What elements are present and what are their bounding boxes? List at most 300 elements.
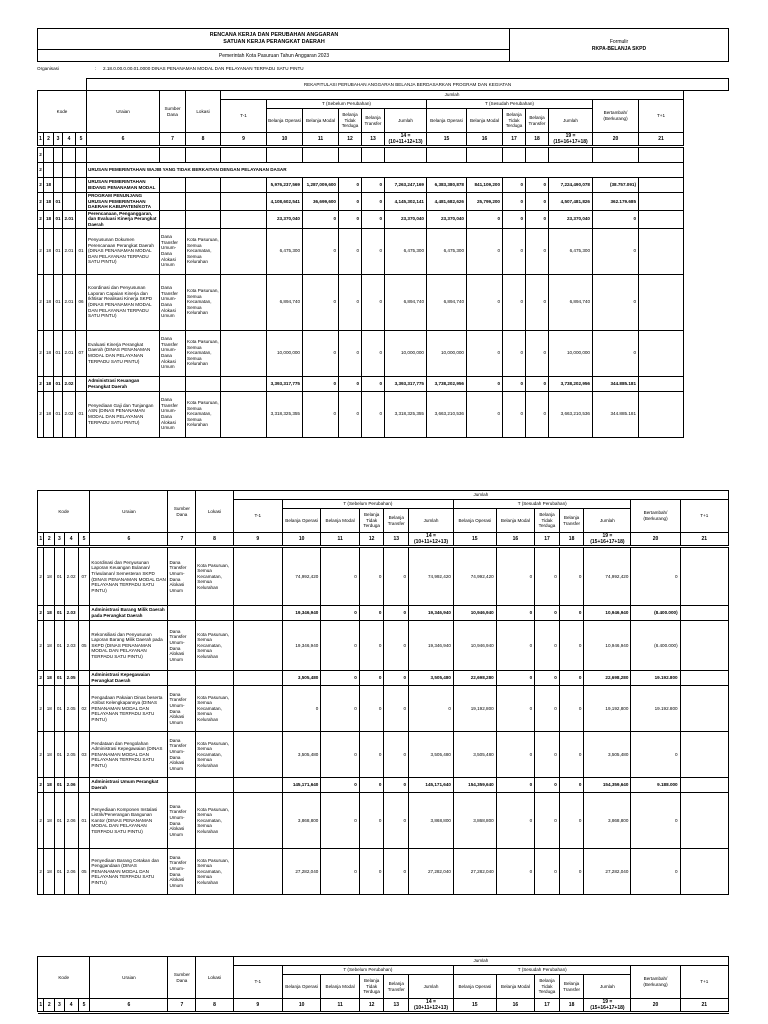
amount-cell: 0	[359, 778, 384, 793]
amount-cell: 23,370,040	[549, 210, 593, 228]
column-number: 5	[78, 533, 90, 546]
amount-cell: 0	[503, 330, 526, 376]
amount-cell: 19,346,940	[409, 606, 454, 621]
column-number: 21	[680, 999, 728, 1012]
table-row	[38, 621, 729, 671]
amount-cell: 0	[467, 376, 503, 391]
amount-cell: 0	[362, 178, 385, 193]
amount-cell: 19,346,940	[409, 621, 454, 671]
jumlah-header: Jumlah	[549, 109, 593, 133]
jumlah-header: Jumlah	[584, 975, 631, 999]
amount-cell: 0	[559, 686, 584, 732]
amount-cell: 0	[384, 548, 409, 606]
column-number: 10	[267, 133, 303, 146]
column-number: 7	[168, 533, 196, 546]
belanja-tidak-terduga-header: Belanja Tidak Terduga	[359, 975, 384, 999]
kode-cell: 2	[38, 671, 44, 686]
column-number: 4	[64, 999, 78, 1012]
amount-cell	[680, 778, 728, 793]
sumber-dana-cell	[160, 148, 186, 163]
column-number: 20	[593, 133, 639, 146]
kode-cell	[54, 178, 63, 193]
table-row	[38, 274, 729, 330]
column-number: 17	[535, 533, 560, 546]
kode-cell: 2	[38, 793, 44, 849]
sumber-dana-header: Sumber Dana	[168, 491, 196, 533]
lokasi-cell	[186, 210, 221, 228]
kode-cell: 18	[44, 228, 54, 274]
amount-cell: 23,370,040	[427, 210, 467, 228]
kode-cell: 18	[44, 210, 54, 228]
amount-cell: 0	[496, 548, 534, 606]
column-number: 4	[63, 133, 76, 146]
amount-cell	[639, 376, 684, 391]
amount-cell: 0	[535, 686, 560, 732]
sumber-dana-cell: Dana Transfer Umum-Dana Alokasi Umum	[160, 228, 186, 274]
column-number: 10	[282, 999, 320, 1012]
kode-cell: 01	[55, 621, 65, 671]
amount-cell	[221, 148, 267, 163]
kode-cell: 2.02	[64, 548, 78, 606]
t-plus-1-header: T+1	[680, 966, 728, 999]
column-number: 21	[639, 133, 684, 146]
amount-cell: 0	[339, 193, 362, 211]
amount-cell: 0	[593, 228, 639, 274]
t-sesudah-header: T (Sesudah Perubahan)	[427, 100, 593, 109]
amount-cell: 0	[362, 391, 385, 437]
table-row	[38, 178, 729, 193]
amount-cell: 0	[467, 210, 503, 228]
amount-cell: 3,868,800	[409, 793, 454, 849]
kode-cell: 18	[44, 548, 55, 606]
amount-cell: 0	[339, 391, 362, 437]
amount-cell: 0	[467, 274, 503, 330]
uraian-cell: URUSAN PEMERINTAHAN WAJIB YANG TIDAK BERKAITAN DENGAN PELAYANAN DASAR	[87, 163, 684, 178]
amount-cell	[503, 148, 526, 163]
amount-cell: 0	[321, 606, 359, 621]
column-number: 13	[384, 999, 409, 1012]
amount-cell: 0	[559, 778, 584, 793]
column-number: 20	[631, 999, 680, 1012]
kode-cell: 2.06	[64, 793, 78, 849]
column-number: 4	[64, 533, 78, 546]
amount-cell	[233, 686, 282, 732]
column-number: 13	[362, 133, 385, 146]
jumlah-header: Jumlah	[409, 975, 454, 999]
amount-cell: 0	[362, 330, 385, 376]
amount-cell: 4,145,302,141	[385, 193, 427, 211]
amount-cell: 23,370,040	[267, 210, 303, 228]
budget-table-page-3	[37, 956, 729, 1014]
amount-cell: 27,282,040	[282, 849, 320, 895]
amount-cell: 3,505,480	[282, 671, 320, 686]
amount-cell: 4,108,602,541	[267, 193, 303, 211]
amount-cell: 0	[559, 621, 584, 671]
amount-cell: 0	[303, 391, 339, 437]
sumber-dana-cell	[168, 671, 196, 686]
amount-cell: 154,359,640	[453, 778, 496, 793]
kode-cell: 2	[38, 778, 44, 793]
table-row	[38, 210, 729, 228]
amount-cell: 0	[559, 849, 584, 895]
sumber-dana-cell: Dana Transfer Umum-Dana Alokasi Umum	[168, 793, 196, 849]
kode-cell: 2	[38, 330, 44, 376]
lokasi-cell: Kota Pasuruan, Semua Kecamatan, Semua Kelurahan	[196, 732, 233, 778]
amount-cell: 0	[303, 376, 339, 391]
amount-cell: 3,393,317,775	[385, 376, 427, 391]
lokasi-cell	[196, 671, 233, 686]
column-number: 1	[38, 133, 44, 146]
amount-cell: 145,171,640	[282, 778, 320, 793]
kode-cell: 2.05	[64, 671, 78, 686]
amount-cell	[680, 621, 728, 671]
sumber-dana-cell: Dana Transfer Umum-Dana Alokasi Umum	[160, 330, 186, 376]
amount-cell	[639, 148, 684, 163]
belanja-modal-header: Belanja Modal	[496, 975, 534, 999]
column-number: 3	[55, 533, 65, 546]
kode-cell: 07	[76, 330, 87, 376]
kode-cell	[76, 163, 87, 178]
t-minus-1-header: T-1	[233, 966, 282, 999]
column-number: 6	[90, 533, 168, 546]
amount-cell: 0	[384, 671, 409, 686]
kode-cell: 03	[78, 732, 90, 778]
kode-cell: 2	[38, 548, 44, 606]
column-number: 12	[359, 999, 384, 1012]
kode-cell: 01	[54, 274, 63, 330]
amount-cell: 0	[503, 193, 526, 211]
kode-header: Kode	[38, 491, 90, 533]
uraian-cell: Rekonsiliasi dan Penyusunan Laporan Barang Milik Daerah pada SKPD (DINAS PENANAMAN MODAL DAN PELAYANAN TERPADU SATU PINTU)	[90, 621, 168, 671]
kode-cell: 2.03	[64, 621, 78, 671]
kode-cell: 01	[55, 548, 65, 606]
uraian-cell: Penyusunan Dokumen Perencanaan Perangkat Daerah (DINAS PENANAMAN MODAL DAN PELAYANAN TERPADU SATU PINTU)	[87, 228, 160, 274]
column-number: 17	[503, 133, 526, 146]
kode-cell: 01	[54, 193, 63, 211]
amount-cell	[639, 391, 684, 437]
amount-cell: 0	[359, 548, 384, 606]
lokasi-cell	[186, 376, 221, 391]
amount-cell: 0	[593, 210, 639, 228]
column-number: 16	[496, 999, 534, 1012]
document-subtitle: Pemerintah Kota Pasuruan Tahun Anggaran 2023	[38, 49, 510, 62]
amount-cell	[233, 671, 282, 686]
amount-cell	[385, 148, 427, 163]
amount-cell: 0	[384, 621, 409, 671]
sumber-dana-cell	[160, 193, 186, 211]
column-number: 2	[44, 533, 55, 546]
uraian-cell: Koordinasi dan Penyusunan Laporan Keuangan Bulanan/ Triwulanan/ Semesteran SKPD (DINAS PENANAMAN MODAL DAN PELAYANAN TERPADU SATU PINTU)	[90, 548, 168, 606]
kode-cell: 01	[55, 732, 65, 778]
amount-cell: 3,505,480	[584, 732, 631, 778]
amount-cell	[639, 274, 684, 330]
column-number: 20	[631, 533, 680, 546]
amount-cell: 0	[535, 671, 560, 686]
amount-cell: 0	[321, 793, 359, 849]
amount-cell: 10,000,000	[427, 330, 467, 376]
amount-cell: 6,475,300	[267, 228, 303, 274]
amount-cell	[221, 210, 267, 228]
amount-cell: 0	[359, 849, 384, 895]
form-code: RKPA-BELANJA SKPD	[591, 45, 647, 52]
amount-cell: 0	[631, 793, 680, 849]
amount-cell	[233, 849, 282, 895]
amount-cell: 27,282,040	[584, 849, 631, 895]
amount-cell: 4,507,481,826	[549, 193, 593, 211]
amount-cell: 0	[384, 732, 409, 778]
amount-cell: 10,000,000	[549, 330, 593, 376]
column-number: 16	[496, 533, 534, 546]
column-number: 11	[321, 533, 359, 546]
amount-cell: 6,475,300	[549, 228, 593, 274]
belanja-tidak-terduga-header: Belanja Tidak Terduga	[503, 109, 526, 133]
belanja-transfer-header: Belanja Transfer	[384, 975, 409, 999]
table-row	[38, 778, 729, 793]
uraian-cell: Penyediaan Gaji dan Tunjangan ASN (DINAS PENANAMAN MODAL DAN PELAYANAN TERPADU SATU PINTU)	[87, 391, 160, 437]
budget-table-page-1	[37, 78, 729, 438]
column-number: 15	[427, 133, 467, 146]
amount-cell: 0	[384, 778, 409, 793]
amount-cell: 36,699,600	[303, 193, 339, 211]
amount-cell: 19,192,800	[584, 686, 631, 732]
amount-cell: 3,318,325,355	[267, 391, 303, 437]
amount-cell: 3,868,800	[282, 793, 320, 849]
kode-cell	[78, 606, 90, 621]
column-number: 14 = (10+11+12+13)	[409, 533, 454, 546]
column-number: 5	[78, 999, 90, 1012]
t-minus-1-header: T-1	[221, 100, 267, 133]
kode-cell: 01	[55, 793, 65, 849]
amount-cell: 7,224,490,078	[549, 178, 593, 193]
kode-cell: 2	[38, 606, 44, 621]
amount-cell: 0	[526, 274, 549, 330]
amount-cell: 4,481,682,626	[427, 193, 467, 211]
uraian-cell: URUSAN PEMERINTAHAN BIDANG PENANAMAN MODAL	[87, 178, 160, 193]
column-number: 10	[282, 533, 320, 546]
kode-cell: 2	[38, 210, 44, 228]
uraian-cell: Pengadaan Pakaian Dinas beserta Atribut Kelengkapannya (DINAS PENANAMAN MODAL DAN PELAYANAN TERPADU SATU PINTU)	[90, 686, 168, 732]
sumber-dana-cell: Dana Transfer Umum-Dana Alokasi Umum	[168, 621, 196, 671]
kode-cell: 18	[44, 330, 54, 376]
amount-cell: 0	[496, 686, 534, 732]
jumlah-header: Jumlah	[409, 509, 454, 533]
kode-cell: 2	[38, 732, 44, 778]
kode-cell: 2.01	[63, 274, 76, 330]
amount-cell: 0	[526, 330, 549, 376]
amount-cell: 0	[496, 671, 534, 686]
column-number: 3	[55, 999, 65, 1012]
kode-cell: 2	[38, 621, 44, 671]
table-row	[38, 548, 729, 606]
kode-cell: 2.01	[63, 330, 76, 376]
kode-cell: 2	[38, 391, 44, 437]
amount-cell: 0	[359, 671, 384, 686]
kode-cell: 01	[54, 391, 63, 437]
amount-cell: 344.885.181	[593, 391, 639, 437]
column-number: 13	[384, 533, 409, 546]
org-value: 2.18.0.00.0.00.01.0000 DINAS PENANAMAN MODAL DAN PELAYANAN TERPADU SATU PINTU	[103, 66, 304, 71]
lokasi-cell	[186, 178, 221, 193]
amount-cell	[233, 732, 282, 778]
amount-cell	[639, 210, 684, 228]
amount-cell	[467, 148, 503, 163]
amount-cell: 3,868,800	[584, 793, 631, 849]
amount-cell: 6,894,740	[549, 274, 593, 330]
amount-cell: 0	[503, 376, 526, 391]
document-title-box	[38, 29, 510, 61]
amount-cell	[639, 178, 684, 193]
amount-cell: 0	[503, 274, 526, 330]
amount-cell: 10,000,000	[267, 330, 303, 376]
uraian-cell: Administrasi Barang Milik Daerah pada Perangkat Daerah	[90, 606, 168, 621]
kode-cell: 18	[44, 274, 54, 330]
amount-cell: 3,868,800	[453, 793, 496, 849]
uraian-cell: Administrasi Kepegawaian Perangkat Daerah	[90, 671, 168, 686]
column-number: 2	[44, 999, 55, 1012]
kode-cell: 2.06	[64, 778, 78, 793]
kode-cell: 2	[38, 178, 44, 193]
belanja-transfer-header: Belanja Transfer	[526, 109, 549, 133]
belanja-operasi-header: Belanja Operasi	[453, 509, 496, 533]
uraian-cell: Penyediaan Komponen Instalasi Listrik/Penerangan Bangunan Kantor (DINAS PENANAMAN MODAL DAN PELAYANAN TERPADU SATU PINTU)	[90, 793, 168, 849]
amount-cell: 0	[362, 274, 385, 330]
amount-cell: 6,475,300	[427, 228, 467, 274]
kode-cell	[63, 163, 76, 178]
lokasi-header: Lokasi	[196, 491, 233, 533]
amount-cell: 5,976,237,569	[267, 178, 303, 193]
lokasi-cell: Kota Pasuruan, Semua Kecamatan, Semua Kelurahan	[196, 548, 233, 606]
amount-cell: 6,894,740	[267, 274, 303, 330]
amount-cell: 0	[535, 621, 560, 671]
amount-cell: 0	[526, 376, 549, 391]
amount-cell: 0	[526, 193, 549, 211]
amount-cell: 0	[303, 330, 339, 376]
amount-cell	[233, 793, 282, 849]
amount-cell: 0	[339, 210, 362, 228]
kode-cell: 05	[78, 621, 90, 671]
lokasi-cell	[186, 193, 221, 211]
uraian-cell: Penyediaan Barang Cetakan dan Penggandaan (DINAS PENANAMAN MODAL DAN PELAYANAN TERPADU SATU PINTU)	[90, 849, 168, 895]
kode-cell: 01	[54, 210, 63, 228]
belanja-modal-header: Belanja Modal	[321, 509, 359, 533]
column-number: 18	[559, 999, 584, 1012]
header-separator	[38, 1012, 729, 1014]
amount-cell: 0	[303, 210, 339, 228]
jumlah-group-header: Jumlah	[233, 491, 728, 500]
column-number: 3	[54, 133, 63, 146]
kode-cell: 2.03	[64, 606, 78, 621]
uraian-cell: Perencanaan, Penganggaran, dan Evaluasi Kinerja Perangkat Daerah	[87, 210, 160, 228]
kode-cell: 2.05	[64, 686, 78, 732]
t-plus-1-header: T+1	[639, 100, 684, 133]
amount-cell	[680, 686, 728, 732]
amount-cell	[427, 148, 467, 163]
lokasi-cell: Kota Pasuruan, Semua Kecamatan, Semua Kelurahan	[196, 621, 233, 671]
amount-cell	[233, 621, 282, 671]
amount-cell	[339, 148, 362, 163]
kode-cell: 01	[76, 391, 87, 437]
kode-cell: 18	[44, 778, 55, 793]
amount-cell: 3,505,480	[282, 732, 320, 778]
amount-cell: 0	[362, 228, 385, 274]
kode-cell: 01	[55, 686, 65, 732]
amount-cell: (8.400.000)	[631, 606, 680, 621]
amount-cell: 0	[362, 210, 385, 228]
belanja-operasi-header: Belanja Operasi	[282, 509, 320, 533]
kode-cell	[54, 163, 63, 178]
kode-cell	[44, 163, 54, 178]
amount-cell: 0	[535, 778, 560, 793]
kode-cell	[44, 148, 54, 163]
kode-cell: 2.06	[64, 849, 78, 895]
amount-cell: 344.885.181	[593, 376, 639, 391]
amount-cell	[221, 274, 267, 330]
amount-cell: 0	[593, 330, 639, 376]
amount-cell	[639, 228, 684, 274]
sumber-dana-cell: Dana Transfer Umum-Dana Alokasi Umum	[168, 548, 196, 606]
lokasi-cell: Kota Pasuruan, Semua Kecamatan, Semua Kelurahan	[196, 849, 233, 895]
column-number: 8	[196, 533, 233, 546]
kode-cell: 18	[44, 193, 54, 211]
amount-cell: 0	[467, 228, 503, 274]
column-number: 19 = (15+16+17+18)	[549, 133, 593, 146]
kode-cell: 01	[78, 793, 90, 849]
amount-cell: 6,383,380,878	[427, 178, 467, 193]
table-row	[38, 163, 729, 178]
kode-cell: 01	[54, 376, 63, 391]
amount-cell: 22,698,280	[453, 671, 496, 686]
jumlah-group-header: Jumlah	[221, 91, 684, 100]
amount-cell	[221, 193, 267, 211]
column-number: 14 = (10+11+12+13)	[385, 133, 427, 146]
amount-cell	[303, 148, 339, 163]
kode-cell	[76, 376, 87, 391]
table-row	[38, 732, 729, 778]
amount-cell: 0	[384, 606, 409, 621]
amount-cell	[526, 148, 549, 163]
table-title: REKAPITULASI PERUBAHAN ANGGARAN BELANJA BERDASARKAN PROGRAM DAN KEGIATAN	[87, 79, 729, 91]
amount-cell: 0	[496, 793, 534, 849]
amount-cell: 74,992,420	[584, 548, 631, 606]
amount-cell: (8.400.000)	[631, 621, 680, 671]
belanja-modal-header: Belanja Modal	[467, 109, 503, 133]
belanja-modal-header: Belanja Modal	[321, 975, 359, 999]
kode-header: Kode	[38, 91, 87, 133]
amount-cell	[593, 148, 639, 163]
amount-cell: 0	[503, 228, 526, 274]
column-number: 12	[339, 133, 362, 146]
amount-cell: 0	[559, 732, 584, 778]
amount-cell: 19,346,940	[282, 621, 320, 671]
kode-cell: 18	[44, 606, 55, 621]
kode-cell: 2.01	[63, 228, 76, 274]
amount-cell: 3,393,317,775	[267, 376, 303, 391]
amount-cell: 0	[384, 849, 409, 895]
amount-cell: 27,282,040	[409, 849, 454, 895]
kode-cell: 2	[38, 228, 44, 274]
bertambah-header: Bertambah/ (Berkurang)	[631, 500, 680, 533]
amount-cell: 3,663,210,536	[549, 391, 593, 437]
amount-cell: 0	[559, 548, 584, 606]
column-number: 11	[321, 999, 359, 1012]
column-number: 17	[535, 999, 560, 1012]
column-number: 9	[233, 533, 282, 546]
kode-cell: 18	[44, 376, 54, 391]
amount-cell: 0	[321, 671, 359, 686]
amount-cell: 0	[535, 849, 560, 895]
amount-cell: 0	[359, 606, 384, 621]
amount-cell: 19.192.800	[631, 671, 680, 686]
